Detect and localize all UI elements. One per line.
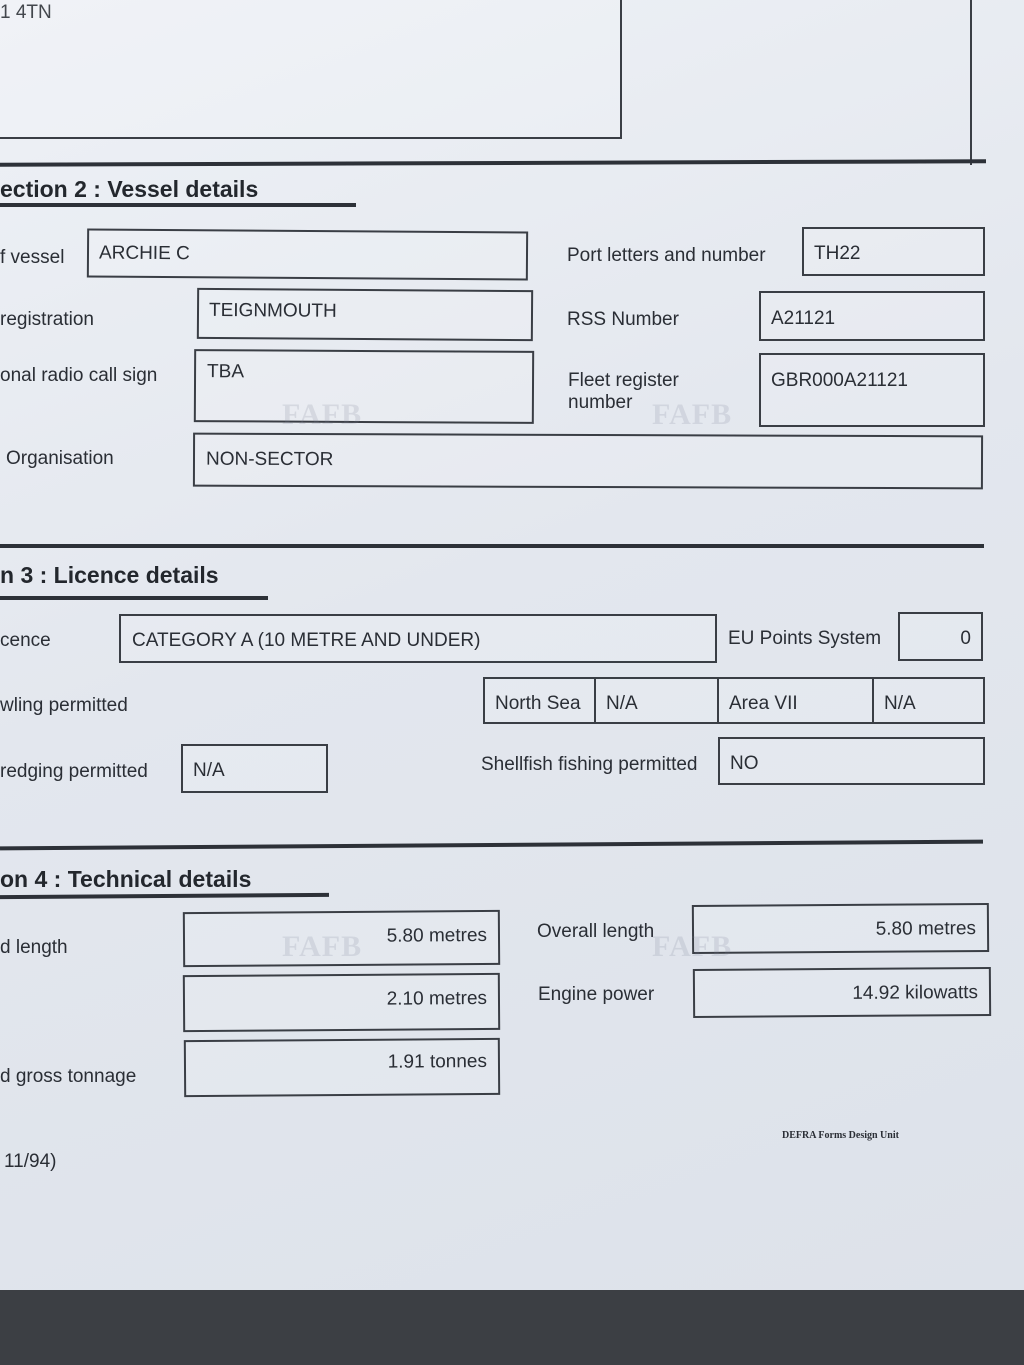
- right-column-line: [970, 0, 972, 165]
- rss-box: [759, 291, 985, 341]
- port-letters-label: Port letters and number: [567, 245, 766, 266]
- engine-power-value: 14.92 kilowatts: [852, 982, 979, 1004]
- trawl-cell-area-vii-value: N/A: [884, 693, 916, 714]
- port-letters-box: [802, 227, 985, 276]
- licence-value: CATEGORY A (10 METRE AND UNDER): [132, 630, 481, 651]
- registration-label: registration: [0, 309, 94, 330]
- address-box: [0, 0, 622, 139]
- section4-rule: [0, 840, 983, 851]
- section4-title-underline: [0, 893, 329, 899]
- registration-box: [197, 288, 533, 341]
- organisation-value: NON-SECTOR: [205, 448, 334, 471]
- section2-title-underline: [0, 203, 356, 207]
- dredging-label: redging permitted: [0, 761, 148, 782]
- rss-label: RSS Number: [567, 309, 679, 330]
- trawling-table: [483, 677, 985, 724]
- engine-power-label: Engine power: [538, 984, 655, 1005]
- fleet-register-label-line1: Fleet register: [568, 370, 679, 391]
- gross-tonnage-label: d gross tonnage: [0, 1066, 137, 1087]
- eu-points-box: [898, 612, 983, 661]
- trawl-cell-area-vii: Area VII: [729, 693, 798, 714]
- registered-length-value: 5.80 metres: [386, 924, 488, 947]
- dredging-box: [181, 744, 328, 793]
- gross-tonnage-value: 1.91 tonnes: [387, 1050, 488, 1073]
- breadth-box: [183, 973, 500, 1032]
- overall-length-label: Overall length: [537, 921, 655, 942]
- watermark-3: FAFB: [282, 930, 363, 963]
- registered-length-label: d length: [0, 937, 68, 958]
- licence-box: [119, 614, 717, 663]
- fleet-register-value: GBR000A21121: [771, 370, 908, 391]
- dredging-value: N/A: [193, 760, 225, 781]
- section3-title-underline: [0, 596, 268, 600]
- overall-length-box: [692, 903, 989, 954]
- licence-label: cence: [0, 630, 51, 651]
- shellfish-label: Shellfish fishing permitted: [481, 754, 698, 775]
- address-postcode: 1 4TN: [0, 2, 52, 23]
- watermark-1: FAFB: [282, 398, 363, 431]
- fleet-register-label-line2: number: [568, 392, 633, 413]
- design-unit-credit: DEFRA Forms Design Unit: [782, 1130, 899, 1141]
- registration-value: TEIGNMOUTH: [208, 299, 337, 322]
- section3-rule: [0, 544, 984, 548]
- trawl-cell-north-sea-value: N/A: [606, 693, 638, 714]
- vessel-name-value: ARCHIE C: [98, 242, 190, 265]
- background-surface: [0, 1290, 1024, 1365]
- watermark-2: FAFB: [652, 398, 733, 431]
- breadth-value: 2.10 metres: [386, 987, 488, 1010]
- section2-rule: [0, 159, 986, 166]
- gross-tonnage-box: [184, 1038, 500, 1097]
- radio-call-sign-value: TBA: [207, 361, 245, 383]
- trawl-divider-2: [717, 677, 719, 724]
- section4-title: on 4 : Technical details: [0, 866, 252, 892]
- shellfish-box: [718, 737, 985, 785]
- shellfish-value: NO: [730, 753, 759, 774]
- eu-points-value: 0: [960, 628, 971, 649]
- engine-power-box: [693, 967, 991, 1018]
- trawl-divider-1: [594, 677, 596, 724]
- eu-points-label: EU Points System: [728, 628, 882, 649]
- organisation-label: Organisation: [6, 448, 114, 469]
- section2-title: ection 2 : Vessel details: [0, 176, 259, 202]
- form-reference: 11/94): [4, 1151, 57, 1172]
- fleet-register-box: [759, 353, 985, 427]
- vessel-name-label: f vessel: [0, 247, 65, 268]
- section3-title: n 3 : Licence details: [0, 562, 219, 588]
- radio-call-sign-label: onal radio call sign: [0, 365, 158, 386]
- port-letters-value: TH22: [814, 243, 861, 264]
- rss-value: A21121: [771, 308, 836, 329]
- overall-length-value: 5.80 metres: [875, 918, 977, 940]
- organisation-box: [193, 433, 983, 490]
- trawling-label: wling permitted: [0, 695, 128, 716]
- radio-call-sign-box: [194, 349, 534, 424]
- trawl-cell-north-sea: North Sea: [495, 693, 581, 714]
- vessel-name-box: [87, 228, 528, 280]
- watermark-4: FAFB: [652, 930, 733, 963]
- trawl-divider-3: [872, 677, 874, 724]
